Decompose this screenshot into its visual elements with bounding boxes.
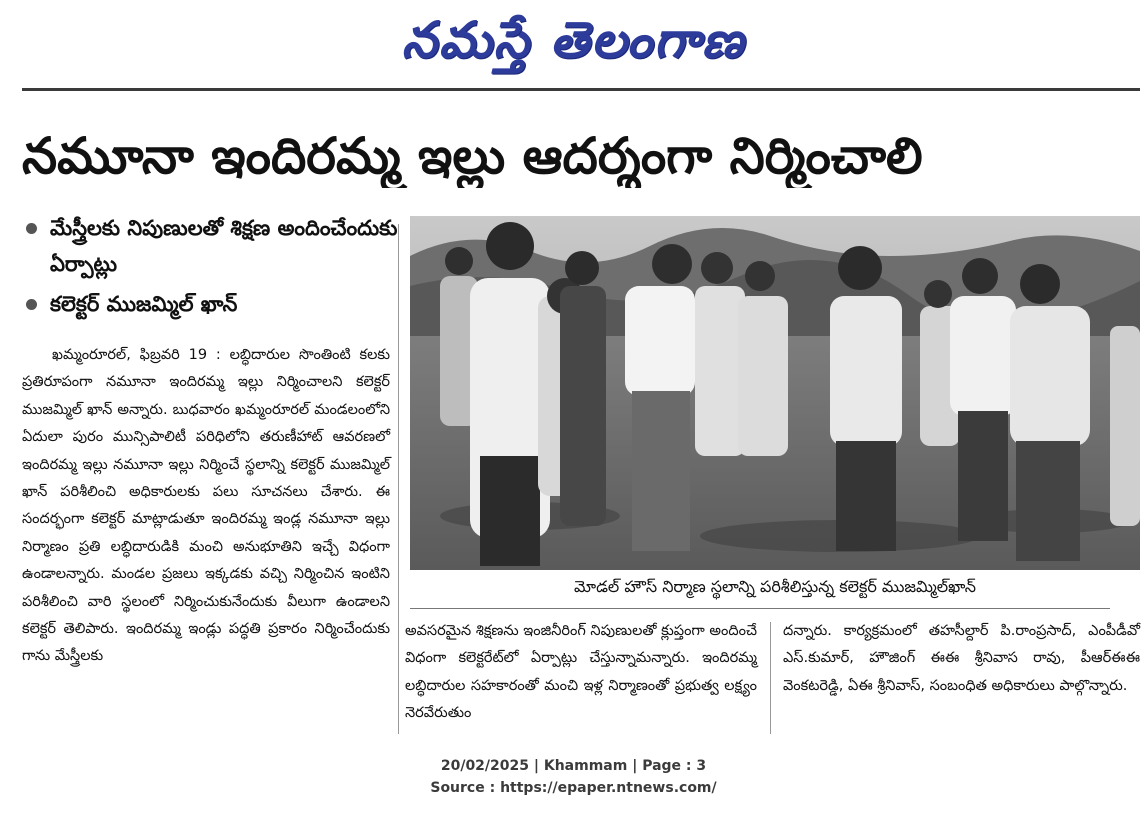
source-link[interactable]: Source : https://epaper.ntnews.com/	[430, 780, 717, 796]
bullet-item	[24, 286, 404, 322]
news-photo	[410, 216, 1140, 570]
photo-illustration	[410, 216, 1140, 570]
masthead-rule	[22, 88, 1140, 91]
article-paragraph: ఖమ్మంరూరల్, ఫిబ్రవరి 19 : లబ్ధిదారుల సొంతింటి కలకు ప్రతిరూపంగా నమూనా ఇందిరమ్మ ఇల్లు నిర్మించాలని కలెక్టర్ ముజమ్మిల్ ఖాన్ అన్నారు. బుధవారం ఖమ్మంరూరల్ మండలంలోని ఏదులా పురం మున్సిపాలిటీ పరిధిలోని తరుణీహాట్ ఆవరణలో ఇందిరమ్మ ఇల్లు నమూనా ఇల్లు నిర్మించే స్థలాన్ని కలెక్టర్ ముజమ్మిల్ ఖాన్ పరిశీలించి అధికారులకు పలు సూచనలు చేశారు. ఈ సందర్భంగా కలెక్టర్ మాట్లాడుతూ ఇందిరమ్మ ఇండ్ల నమూనా ఇల్లు నిర్మాణం ప్రతి లబ్ధిదారుడికి మంచి అనుభూతిని ఇచ్చే విధంగా ఉండాలన్నారు. మండల ప్రజలు ఇక్కడకు వచ్చి నిర్మించిన ఇంటిని పరిశీలించి వారి స్థలంలో నిర్మించుకునేందుకు వీలుగా ఉండాలని కలెక్టర్ తెలిపారు. ఇందిరమ్మ ఇండ్లు పద్ధతి ప్రకారం నిర్మించేందుకు గాను మేస్త్రీలకు	[22, 347, 390, 665]
article-paragraph: అవసరమైన శిక్షణను ఇంజినీరింగ్ నిపుణులతో క్లుప్తంగా అందించే విధంగా కలెక్టరేట్‌లో ఏర్పాట్లు చేస్తున్నామన్నారు. ఇందిరమ్మ లబ్ధిదారుల సహకారంతో మంచి ఇళ్ల నిర్మాణంతో ప్రభుత్వ లక్ష్యం నెరవేరుతుం	[405, 623, 757, 722]
bullet-item	[24, 210, 404, 282]
article-body-column-2	[405, 618, 757, 728]
caption-rule	[410, 608, 1110, 609]
photo-caption: మోడల్ హౌస్ నిర్మాణ స్థలాన్ని పరిశీలిస్తున్న కలెక్టర్ ముజమ్మిల్‌ఖాన్	[574, 577, 976, 596]
bullet-dot-icon	[26, 299, 37, 310]
masthead-logo: నమస్తే తెలంగాణ	[401, 11, 746, 69]
article-body-column-1	[22, 342, 390, 671]
bullet-text: కలెక్టర్ ముజమ్మిల్ ఖాన్	[50, 292, 238, 316]
bullet-dot-icon	[26, 223, 37, 234]
article-paragraph: దన్నారు. కార్యక్రమంలో తహసీల్దార్ పి.రాంప్రసాద్, ఎంపీడీవో ఎస్.కుమార్, హౌజింగ్ ఈఈ శ్రీనివాస రావు, పీఆర్‌ఈఈ వెంకటరెడ్డి, ఏఈ శ్రీనివాస్, సంబంధిత అధికారులు పాల్గొన్నారు.	[783, 623, 1140, 694]
edition-info: 20/02/2025 | Khammam | Page : 3	[440, 758, 707, 774]
column-divider	[770, 622, 771, 734]
bullet-text: మేస్త్రీలకు నిపుణులతో శిక్షణ అందించేందుకు ఏర్పాట్లు	[50, 216, 398, 276]
article-body-column-3	[783, 618, 1140, 700]
article-headline: నమూనా ఇందిరమ్మ ఇల్లు ఆదర్శంగా నిర్మించాలి	[22, 127, 923, 185]
subhead-bullets	[24, 210, 404, 322]
column-divider	[398, 224, 399, 734]
